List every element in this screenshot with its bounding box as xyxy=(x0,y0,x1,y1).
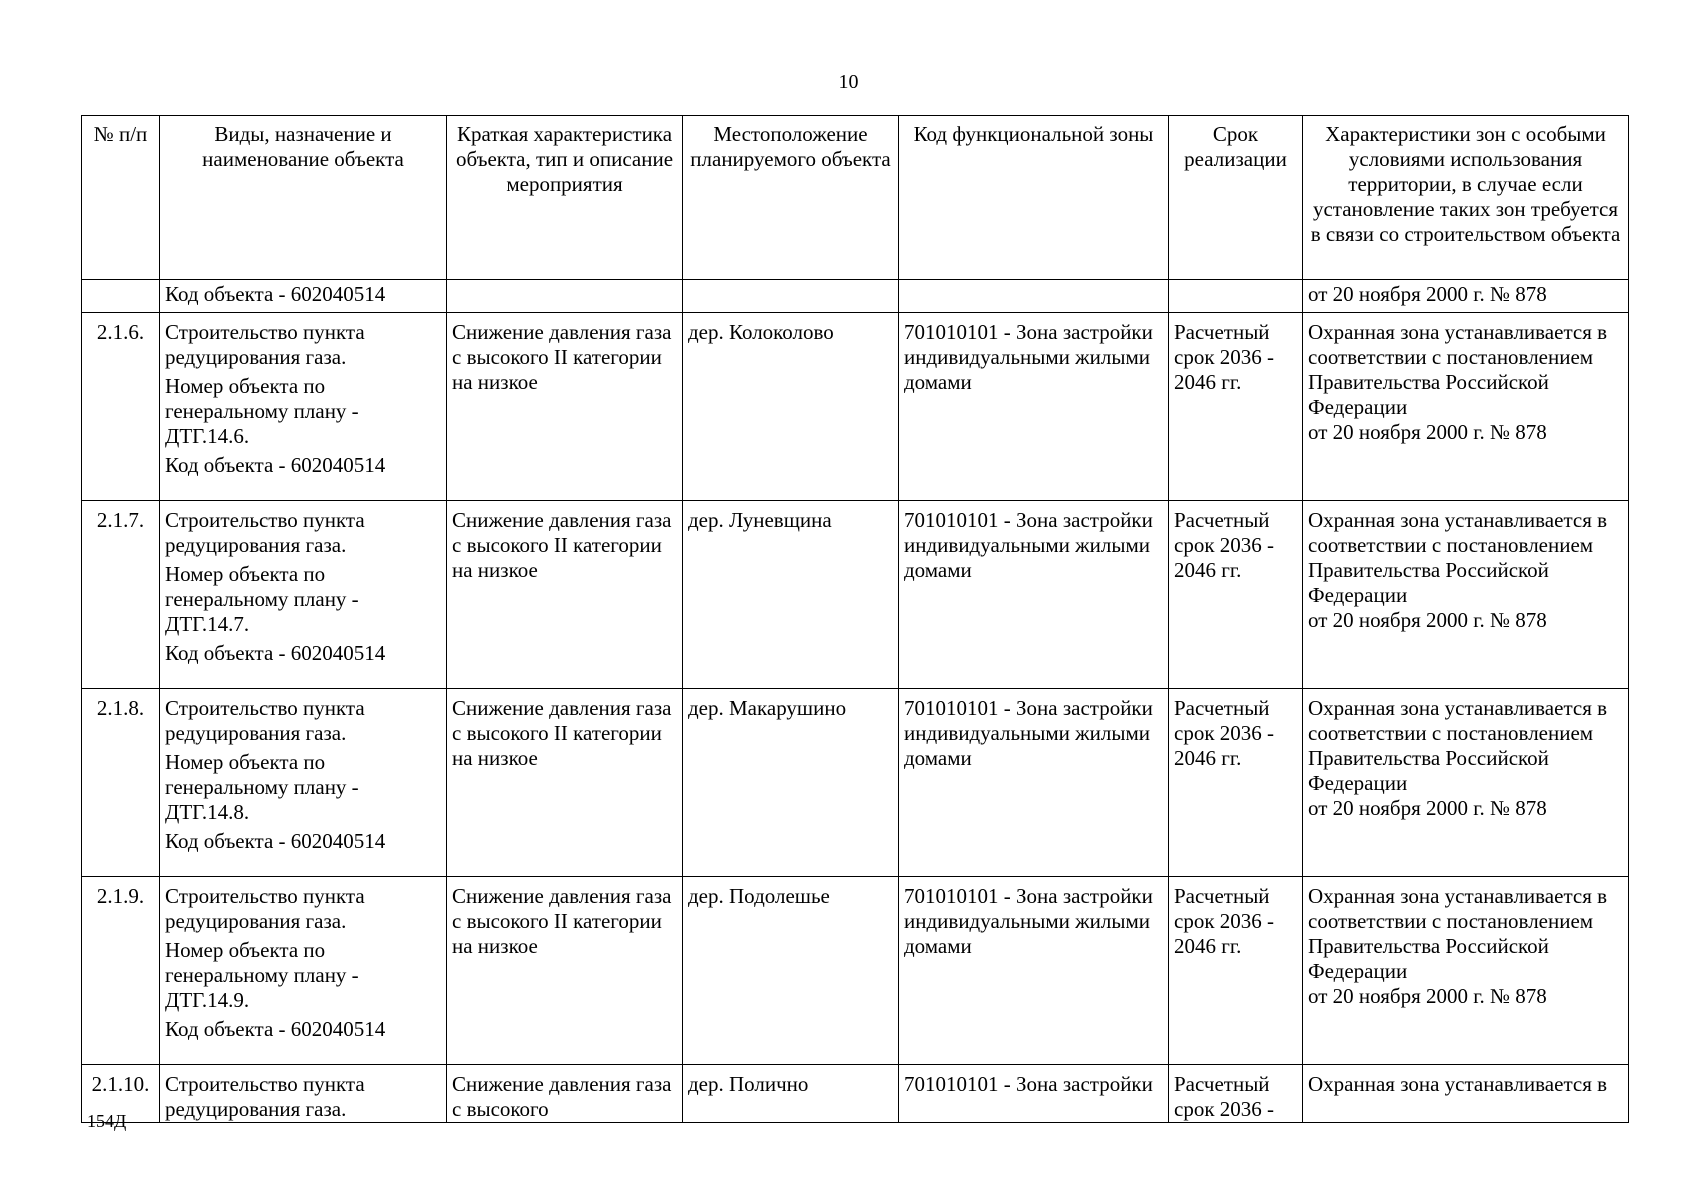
cell-zone-code: 701010101 - Зона застройки индивидуальными жилыми домами xyxy=(899,877,1169,1065)
object-code: Код объекта - 602040514 xyxy=(165,829,386,853)
zone-date: от 20 ноября 2000 г. № 878 xyxy=(1308,420,1547,444)
cell-zone-code: 701010101 - Зона застройки индивидуальными жилыми домами xyxy=(899,313,1169,501)
cell-term: Расчетный срок 2036 - xyxy=(1169,1065,1303,1123)
cell-location xyxy=(683,280,899,313)
object-code: Код объекта - 602040514 xyxy=(165,1017,386,1041)
planned-objects-table xyxy=(81,115,1629,1123)
cell-term: Расчетный срок 2036 - 2046 гг. xyxy=(1169,501,1303,689)
zone-date: от 20 ноября 2000 г. № 878 xyxy=(1308,796,1547,820)
object-title: Строительство пункта редуцирования газа. xyxy=(165,696,365,745)
object-title: Строительство пункта редуцирования газа. xyxy=(165,320,365,369)
cell-term: Расчетный срок 2036 - 2046 гг. xyxy=(1169,689,1303,877)
object-number: Номер объекта по генеральному плану - ДТГ.14.6. xyxy=(165,374,359,448)
table-row xyxy=(82,689,1629,877)
cell-zone-characteristics xyxy=(1303,501,1629,689)
cell-location: дер. Колоколово xyxy=(683,313,899,501)
cell-description: Снижение давления газа с высокого II категории на низкое xyxy=(447,313,683,501)
zone-text: Охранная зона устанавливается в соответствии с постановлением Правительства Российской Федерации xyxy=(1308,320,1608,419)
object-title: Строительство пункта редуцирования газа. xyxy=(165,508,365,557)
cell-number: 2.1.9. xyxy=(82,877,160,1065)
table-header-row xyxy=(82,116,1629,280)
object-code: Код объекта - 602040514 xyxy=(165,453,386,477)
cell-term: Расчетный срок 2036 - 2046 гг. xyxy=(1169,313,1303,501)
cell-zone-code: 701010101 - Зона застройки xyxy=(899,1065,1169,1123)
header-term: Срок реализации xyxy=(1169,116,1303,280)
object-number: Номер объекта по генеральному плану - ДТГ.14.9. xyxy=(165,938,359,1012)
header-zone-characteristics: Характеристики зон с особыми условиями использования территории, в случае если установление таких зон требуется в связи со строительством объекта xyxy=(1303,116,1629,280)
cell-zone-code: 701010101 - Зона застройки индивидуальными жилыми домами xyxy=(899,501,1169,689)
zone-text: Охранная зона устанавливается в соответствии с постановлением Правительства Российской Федерации xyxy=(1308,508,1608,607)
object-number: Номер объекта по генеральному плану - ДТГ.14.7. xyxy=(165,562,359,636)
zone-text: Охранная зона устанавливается в соответствии с постановлением Правительства Российской Федерации xyxy=(1308,884,1608,983)
cell-zone-characteristics xyxy=(1303,877,1629,1065)
cell-zone-code xyxy=(899,280,1169,313)
cell-term: Расчетный срок 2036 - 2046 гг. xyxy=(1169,877,1303,1065)
header-number: № п/п xyxy=(82,116,160,280)
object-code: Код объекта - 602040514 xyxy=(165,641,386,665)
zone-date: от 20 ноября 2000 г. № 878 xyxy=(1308,984,1547,1008)
table-row xyxy=(82,877,1629,1065)
table-row-partial xyxy=(82,1065,1629,1123)
cell-object xyxy=(160,689,447,877)
footer-code: 154Д xyxy=(87,1111,127,1131)
table-row-continuation xyxy=(82,280,1629,313)
cell-zone-tail: от 20 ноября 2000 г. № 878 xyxy=(1303,280,1629,313)
object-number: Номер объекта по генеральному плану - ДТГ.14.8. xyxy=(165,750,359,824)
cell-zone-characteristics xyxy=(1303,313,1629,501)
cell-number: 2.1.8. xyxy=(82,689,160,877)
cell-number: 2.1.6. xyxy=(82,313,160,501)
cell-number: 2.1.7. xyxy=(82,501,160,689)
cell-location: дер. Луневщина xyxy=(683,501,899,689)
cell-object xyxy=(160,313,447,501)
cell-description: Снижение давления газа с высокого II категории на низкое xyxy=(447,689,683,877)
header-description: Краткая характеристика объекта, тип и описание мероприятия xyxy=(447,116,683,280)
cell-object xyxy=(160,877,447,1065)
cell-description: Снижение давления газа с высокого II категории на низкое xyxy=(447,501,683,689)
cell-object xyxy=(160,501,447,689)
cell-zone-characteristics xyxy=(1303,689,1629,877)
zone-text: Охранная зона устанавливается в соответствии с постановлением Правительства Российской Федерации xyxy=(1308,696,1608,795)
cell-term xyxy=(1169,280,1303,313)
cell-description: Снижение давления газа с высокого II категории на низкое xyxy=(447,877,683,1065)
table-row xyxy=(82,501,1629,689)
cell-object-title: Строительство пункта редуцирования газа. xyxy=(160,1065,447,1123)
cell-location: дер. Полично xyxy=(683,1065,899,1123)
cell-location: дер. Подолешье xyxy=(683,877,899,1065)
header-zone-code: Код функциональной зоны xyxy=(899,116,1169,280)
cell-location: дер. Макарушино xyxy=(683,689,899,877)
page-number: 10 xyxy=(838,71,859,93)
cell-number: 2.1.10. xyxy=(82,1065,160,1123)
object-title: Строительство пункта редуцирования газа. xyxy=(165,884,365,933)
table-row xyxy=(82,313,1629,501)
header-location: Местоположение планируемого объекта xyxy=(683,116,899,280)
cell-zone-code: 701010101 - Зона застройки индивидуальными жилыми домами xyxy=(899,689,1169,877)
cell-description: Снижение давления газа с высокого xyxy=(447,1065,683,1123)
cell-zone-text: Охранная зона устанавливается в xyxy=(1303,1065,1629,1123)
zone-date: от 20 ноября 2000 г. № 878 xyxy=(1308,608,1547,632)
cell-number xyxy=(82,280,160,313)
cell-description xyxy=(447,280,683,313)
cell-object-code: Код объекта - 602040514 xyxy=(160,280,447,313)
header-object-type: Виды, назначение и наименование объекта xyxy=(160,116,447,280)
